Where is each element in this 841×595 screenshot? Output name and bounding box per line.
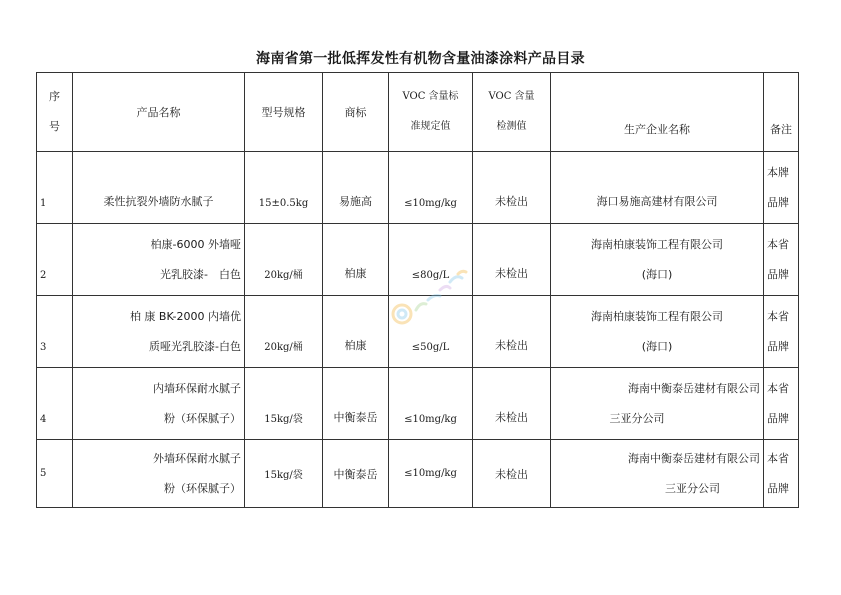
row-model: 20kg/桶 <box>245 296 323 368</box>
row-voc-standard: ≤10mg/kg <box>389 152 473 224</box>
row-voc-standard: ≤10mg/kg <box>389 368 473 440</box>
row-product-line2: 质哑光乳胶漆-白色 <box>149 339 241 353</box>
row-company-line2: 三亚分公司 <box>665 481 720 495</box>
header-remark: 备注 <box>764 73 799 152</box>
table-row <box>37 368 799 440</box>
row-company <box>551 440 764 508</box>
row-remark-line2: 品牌 <box>767 339 789 353</box>
row-product: 柔性抗裂外墙防水腻子 <box>73 152 245 224</box>
row-voc-standard: ≤80g/L <box>389 224 473 296</box>
header-seq-line2: 号 <box>49 120 60 133</box>
header-voc-standard-line2: 准规定值 <box>410 121 451 132</box>
row-brand: 柏康 <box>323 296 389 368</box>
row-remark-line1: 本牌 <box>767 165 789 179</box>
row-remark <box>764 152 799 224</box>
row-remark <box>764 296 799 368</box>
row-company <box>551 296 764 368</box>
header-voc-test-line2: 检测值 <box>496 121 527 132</box>
header-seq-line1: 序 <box>49 90 60 103</box>
row-company-line1: 海南中衡泰岳建材有限公司 <box>628 451 760 465</box>
row-brand: 易施高 <box>323 152 389 224</box>
row-remark-line2: 品牌 <box>767 267 789 281</box>
row-seq: 2 <box>37 224 73 296</box>
row-remark <box>764 440 799 508</box>
row-seq: 1 <box>37 152 73 224</box>
row-remark-line2: 品牌 <box>767 195 789 209</box>
row-product <box>73 440 245 508</box>
row-voc-test: 未检出 <box>473 440 551 508</box>
header-seq <box>37 73 73 152</box>
row-product <box>73 296 245 368</box>
table-row <box>37 152 799 224</box>
row-remark-line2: 品牌 <box>767 411 789 425</box>
header-company: 生产企业名称 <box>551 73 764 152</box>
header-voc-test-line1: VOC 含量 <box>488 91 535 102</box>
row-remark-line2: 品牌 <box>767 481 789 495</box>
row-brand: 柏康 <box>323 224 389 296</box>
row-voc-standard: ≤50g/L <box>389 296 473 368</box>
row-company-line2: (海口) <box>641 267 673 281</box>
row-company: 海口易施高建材有限公司 <box>551 152 764 224</box>
row-model: 15±0.5kg <box>245 152 323 224</box>
header-voc-standard <box>389 73 473 152</box>
row-seq: 3 <box>37 296 73 368</box>
row-brand: 中衡泰岳 <box>323 440 389 508</box>
row-seq: 5 <box>37 440 73 508</box>
row-product-line2: 光乳胶漆- 白色 <box>160 267 241 281</box>
table-row <box>37 440 799 508</box>
row-product <box>73 368 245 440</box>
row-model: 15kg/袋 <box>245 440 323 508</box>
row-voc-test: 未检出 <box>473 224 551 296</box>
row-product-line2: 粉（环保腻子） <box>164 481 241 495</box>
table-row <box>37 224 799 296</box>
row-product <box>73 224 245 296</box>
row-model: 15kg/袋 <box>245 368 323 440</box>
header-product: 产品名称 <box>73 73 245 152</box>
row-product-line1: 外墙环保耐水腻子 <box>153 451 241 465</box>
row-company-line1: 海南中衡泰岳建材有限公司 <box>628 381 760 395</box>
row-remark-line1: 本省 <box>767 381 789 395</box>
row-model: 20kg/桶 <box>245 224 323 296</box>
header-voc-standard-line1: VOC 含量标 <box>402 91 459 102</box>
table-row <box>37 296 799 368</box>
row-remark <box>764 368 799 440</box>
row-company <box>551 368 764 440</box>
row-seq: 4 <box>37 368 73 440</box>
row-product-line1: 柏康-6000 外墙哑 <box>150 237 241 251</box>
header-brand: 商标 <box>323 73 389 152</box>
header-model: 型号规格 <box>245 73 323 152</box>
row-company-line2: 三亚分公司 <box>609 411 665 425</box>
header-voc-test <box>473 73 551 152</box>
row-company-line2: (海口) <box>641 339 673 353</box>
row-voc-test: 未检出 <box>473 368 551 440</box>
row-remark <box>764 224 799 296</box>
row-brand: 中衡泰岳 <box>323 368 389 440</box>
row-product-line2: 粉（环保腻子） <box>164 411 241 425</box>
page-title: 海南省第一批低挥发性有机物含量油漆涂料产品目录 <box>256 51 585 67</box>
row-company <box>551 224 764 296</box>
row-product-line1: 柏 康 BK-2000 内墙优 <box>129 309 241 323</box>
row-remark-line1: 本省 <box>767 309 789 323</box>
row-company-line1: 海南柏康装饰工程有限公司 <box>591 309 723 323</box>
row-remark-line1: 本省 <box>767 237 789 251</box>
row-voc-test: 未检出 <box>473 296 551 368</box>
row-voc-test: 未检出 <box>473 152 551 224</box>
row-company-line1: 海南柏康装饰工程有限公司 <box>591 237 723 251</box>
table-header-row <box>37 73 799 152</box>
row-remark-line1: 本省 <box>767 451 789 465</box>
product-table <box>36 72 799 508</box>
row-voc-standard: ≤10mg/kg <box>389 440 473 508</box>
row-product-line1: 内墙环保耐水腻子 <box>153 381 241 395</box>
